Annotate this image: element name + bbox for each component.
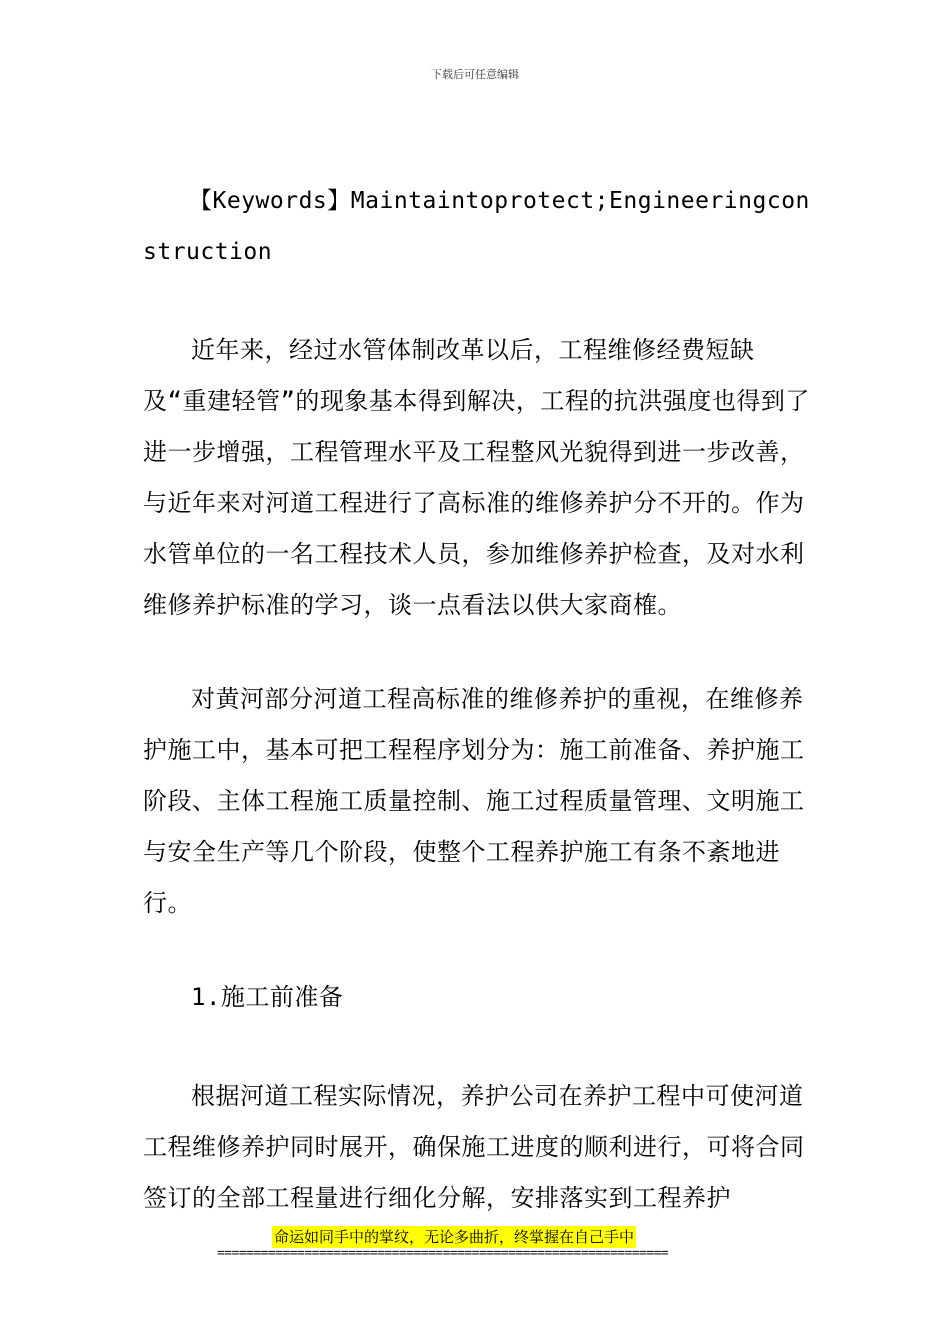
page-header-note: 下载后可任意编辑: [431, 68, 519, 81]
paragraph-2: [143, 674, 815, 929]
footer-motto: 命运如同手中的掌纹，无论多曲折，终掌握在自己手中: [274, 1228, 635, 1246]
footer-divider: ==============================================================: [217, 1246, 669, 1261]
keywords-line: [143, 176, 815, 278]
paragraph-1: [143, 325, 815, 631]
section-heading-text: 1.施工前准备: [191, 983, 344, 1011]
paragraph-2-text: 对黄河部分河道工程高标准的维修养护的重视，在维修养护施工中，基本可把工程程序划分为：施工前准备、养护施工阶段、主体工程施工质量控制、施工过程质量管理、文明施工与安全生产等几个阶段，使整个工程养护施工有条不紊地进行。: [143, 685, 805, 917]
paragraph-1-text: 近年来，经过水管体制改革以后，工程维修经费短缺及“重建轻管”的现象基本得到解决，工程的抗洪强度也得到了进一步增强，工程管理水平及工程整风光貌得到进一步改善，与近年来对河道工程进行了高标准的维修养护分不开的。作为水管单位的一名工程技术人员，参加维修养护检查，及对水利维修养护标准的学习，谈一点看法以供大家商榷。: [143, 336, 810, 619]
paragraph-3-text: 根据河道工程实际情况，养护公司在养护工程中可使河道工程维修养护同时展开，确保施工进度的顺利进行，可将合同签订的全部工程量进行细化分解，安排落实到工程养护: [143, 1082, 805, 1212]
keywords-text: 【Keywords】Maintaintoprotect;Engineeringconstruction: [143, 188, 810, 265]
paragraph-3: [143, 1071, 815, 1224]
section-heading: [143, 972, 815, 1023]
